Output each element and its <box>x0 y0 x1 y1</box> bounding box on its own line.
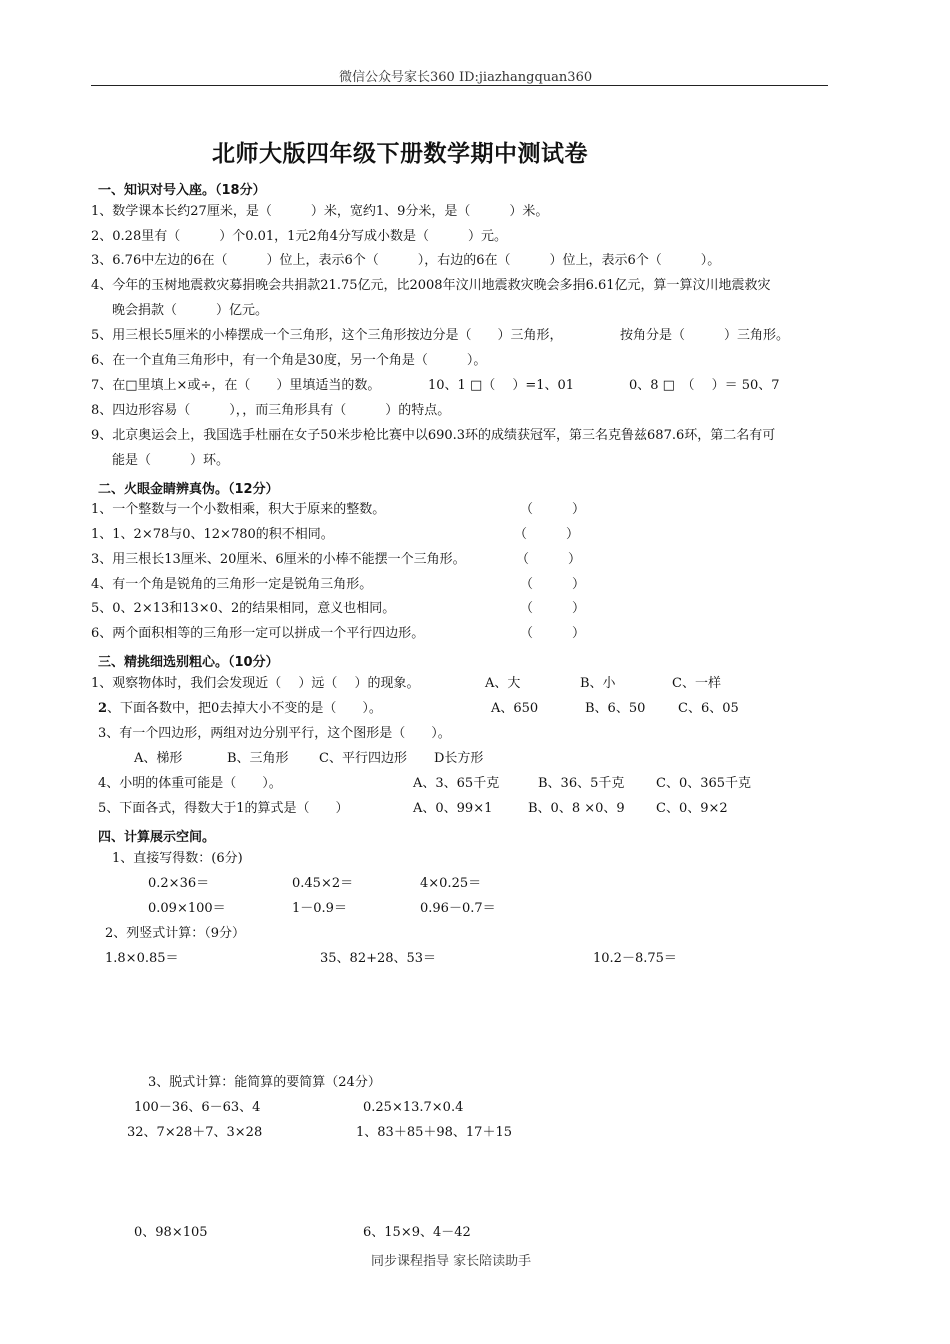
s2-answer-paren-3: （ ） <box>516 552 582 567</box>
section-3-heading: 三、精挑细选别粗心。（10分） <box>98 655 279 670</box>
s4-mental-3: 4×0.25＝ <box>420 876 482 891</box>
page-title: 北师大版四年级下册数学期中测试卷 <box>212 141 588 167</box>
s3-q2-option-a: A、650 <box>491 701 539 716</box>
s2-item-6: 6、两个面积相等的三角形一定可以拼成一个平行四边形。 <box>91 626 425 641</box>
s3-q3-option-d: D长方形 <box>434 751 484 766</box>
s3-question-1: 1、观察物体时，我们会发现近（ ）远（ ）的现象。 <box>91 676 420 691</box>
s4-part-1-label: 1、直接写得数：(6分) <box>112 851 243 866</box>
s1-question-1: 1、数学课本长约27厘米，是（ ）米，宽约1、9分米，是（ ）米。 <box>91 204 549 219</box>
s3-q1-option-b: B、小 <box>580 676 616 691</box>
s4-part-2-label: 2、列竖式计算：（9分） <box>105 926 246 941</box>
s3-question-3: 3、有一个四边形，两组对边分别平行，这个图形是（ ）。 <box>98 726 451 741</box>
s3-q3-option-c: C、平行四边形 <box>319 751 407 766</box>
s3-q2-option-b: B、6、50 <box>585 701 646 716</box>
s2-item-2: 1、1、2×78与0、12×780的积不相同。 <box>91 527 334 542</box>
s4-vertical-1: 1.8×0.85＝ <box>105 951 179 966</box>
s1-question-9-line1: 9、北京奥运会上，我国选手杜丽在女子50米步枪比赛中以690.3环的成绩获冠军，第三名克鲁兹687.6环，第二名有可 <box>91 428 776 443</box>
s2-item-1: 1、一个整数与一个小数相乘，积大于原来的整数。 <box>91 502 386 517</box>
s3-q4-option-a: A、3、65千克 <box>413 776 500 791</box>
s4-vertical-2: 35、82+28、53＝ <box>320 951 437 966</box>
s1-question-9-line2: 能是（ ）环。 <box>112 453 230 468</box>
s3-q3-option-b: B、三角形 <box>227 751 289 766</box>
s3-q4-option-c: C、0、365千克 <box>656 776 752 791</box>
s4-stepwise-1: 100－36、6－63、4 <box>134 1100 261 1115</box>
s1-question-2: 2、0.28里有（ ）个0.01，1元2角4分写成小数是（ ）元。 <box>91 229 507 244</box>
s1-question-4-line1: 4、今年的玉树地震救灾募捐晚会共捐款21.75亿元，比2008年汶川地震救灾晚会多捐6.61亿元，算一算汶川地震救灾 <box>91 278 771 293</box>
page-header: 微信公众号家长360 ID:jiazhangquan360 <box>339 70 593 85</box>
s3-question-5: 5、下面各式，得数大于1的算式是（ ） <box>98 801 349 816</box>
s4-mental-2: 0.45×2＝ <box>292 876 354 891</box>
s2-answer-paren-4: （ ） <box>520 577 586 592</box>
s3-q4-option-b: B、36、5千克 <box>538 776 625 791</box>
s3-q5-option-b: B、0、8 ×0、9 <box>528 801 625 816</box>
s2-item-5: 5、0、2×13和13×0、2的结果相同，意义也相同。 <box>91 601 396 616</box>
s1-question-7b: 10、1 □（ ）=1、01 <box>428 378 575 393</box>
s3-question-4: 4、小明的体重可能是（ ）。 <box>98 776 282 791</box>
s2-answer-paren-5: （ ） <box>520 601 586 616</box>
page-footer: 同步课程指导 家长陪读助手 <box>371 1254 532 1269</box>
s2-answer-paren-2: （ ） <box>514 527 580 542</box>
s4-stepwise-2: 0.25×13.7×0.4 <box>363 1100 464 1115</box>
s1-question-7a: 7、在□里填上×或÷，在（ ）里填适当的数。 <box>91 378 381 393</box>
s4-stepwise-6: 6、15×9、4－42 <box>363 1225 471 1240</box>
s3-q1-option-a: A、大 <box>485 676 521 691</box>
s3-q3-option-a: A、梯形 <box>134 751 183 766</box>
s4-mental-4: 0.09×100＝ <box>148 901 226 916</box>
s4-mental-1: 0.2×36＝ <box>148 876 210 891</box>
s1-question-8: 8、四边形容易（ ），，而三角形具有（ ）的特点。 <box>91 403 451 418</box>
s4-mental-5: 1－0.9＝ <box>292 901 347 916</box>
s2-answer-paren-6: （ ） <box>520 626 586 641</box>
s4-mental-6: 0.96－0.7＝ <box>420 901 496 916</box>
s2-item-4: 4、有一个角是锐角的三角形一定是锐角三角形。 <box>91 577 373 592</box>
s2-answer-paren-1: （ ） <box>520 502 586 517</box>
s4-vertical-3: 10.2－8.75＝ <box>593 951 677 966</box>
s1-question-4-line2: 晚会捐款（ ）亿元。 <box>112 303 269 318</box>
s4-part-3-label: 3、脱式计算：能简算的要简算（24分） <box>148 1075 381 1090</box>
s3-q2-option-c: C、6、05 <box>678 701 739 716</box>
section-4-heading: 四、计算展示空间。 <box>98 830 216 845</box>
s4-stepwise-5: 0、98×105 <box>134 1225 208 1240</box>
s3-q5-option-c: C、0、9×2 <box>656 801 728 816</box>
s3-question-2 <box>98 701 382 717</box>
s1-question-5a: 5、用三根长5厘米的小棒摆成一个三角形，这个三角形按边分是（ ）三角形， <box>91 328 563 343</box>
section-1-heading: 一、知识对号入座。（18分） <box>98 183 266 198</box>
header-rule <box>91 85 828 86</box>
s2-item-3: 3、用三根长13厘米、20厘米、6厘米的小棒不能摆一个三角形。 <box>91 552 466 567</box>
s1-question-3: 3、6.76中左边的6在（ ）位上，表示6个（ ），右边的6在（ ）位上，表示6个（ ）。 <box>91 253 721 268</box>
s4-stepwise-3: 32、7×28＋7、3×28 <box>127 1125 263 1140</box>
s1-question-6: 6、在一个直角三角形中，有一个角是30度，另一个角是（ ）。 <box>91 353 487 368</box>
s1-question-5b: 按角分是（ ）三角形。 <box>620 328 790 343</box>
s1-question-7c: 0、8 □ （ ）＝ 50、7 <box>629 378 780 393</box>
s4-stepwise-4: 1、83＋85＋98、17＋15 <box>356 1125 512 1140</box>
s3-q5-option-a: A、0、99×1 <box>413 801 493 816</box>
s3-q2-number: 2 <box>98 701 108 716</box>
s3-q1-option-c: C、一样 <box>672 676 721 691</box>
s3-q2-text: 、下面各数中，把0去掉大小不变的是（ ）。 <box>107 701 382 716</box>
section-2-heading: 二、火眼金睛辨真伪。（12分） <box>98 482 279 497</box>
